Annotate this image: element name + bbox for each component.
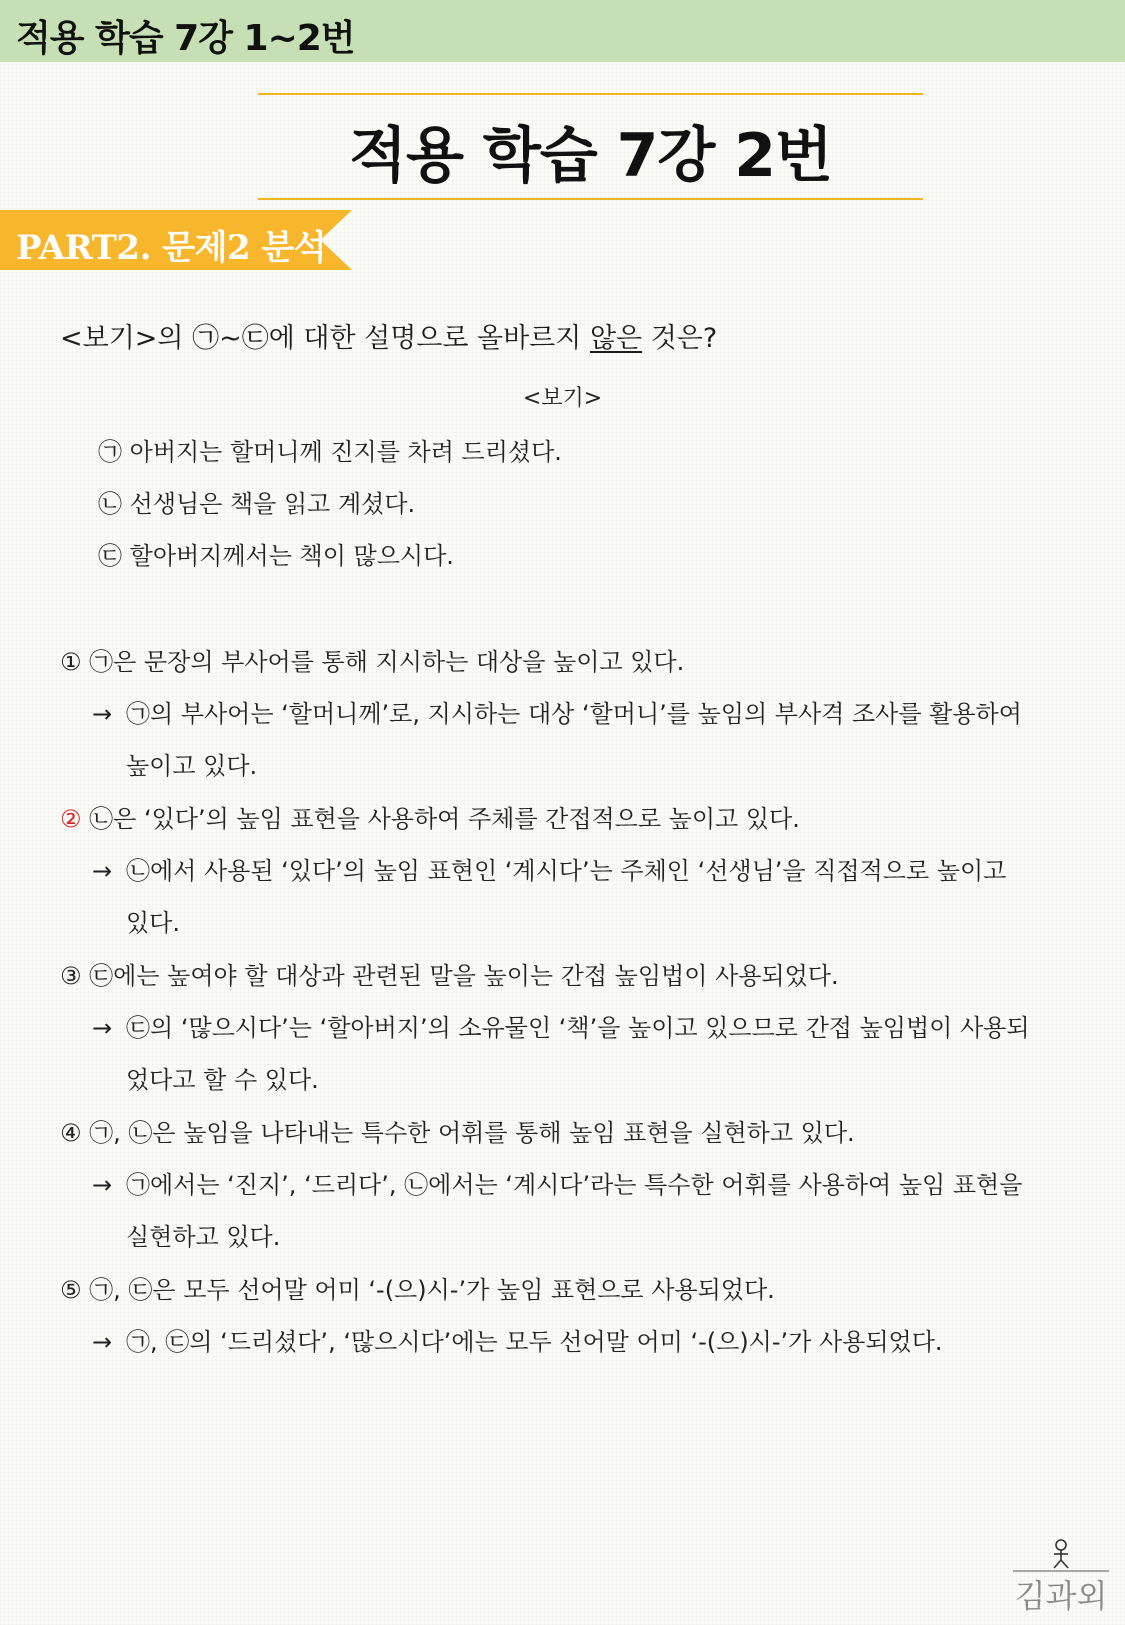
- bogi-title: <보기>: [522, 386, 603, 411]
- arrow-icon: →: [92, 1014, 113, 1042]
- part-label: PART2. 문제2 분석: [16, 228, 327, 268]
- arrow-icon: →: [92, 700, 113, 728]
- option-3-explanation: [92, 1008, 1030, 1043]
- bogi-item: ㉠ 아버지는 할머니께 진지를 차려 드리셨다.: [98, 438, 562, 466]
- arrow-icon: →: [92, 1171, 113, 1199]
- option-statement: ㉠은 문장의 부사어를 통해 지시하는 대상을 높이고 있다.: [89, 648, 685, 676]
- option-4-explanation: [92, 1165, 1022, 1200]
- option-number: ④: [60, 1119, 82, 1147]
- page-title: 적용 학습 7강 2번: [349, 121, 832, 191]
- option-number-answer: ②: [60, 805, 82, 833]
- title-rule-top: [258, 93, 923, 95]
- explanation-continuation: 높이고 있다.: [126, 752, 258, 780]
- explanation-text: ㉠에서는 ‘진지’, ‘드리다’, ㉡에서는 ‘계시다’라는 특수한 어휘를 사용하여 높임 표현을: [126, 1171, 1023, 1199]
- explanation-text: ㉢의 ‘많으시다’는 ‘할아버지’의 소유물인 ‘책’을 높이고 있으므로 간접 높임법이 사용되: [126, 1014, 1030, 1042]
- option-statement: ㉠, ㉡은 높임을 나타내는 특수한 어휘를 통해 높임 표현을 실현하고 있다.: [89, 1119, 855, 1147]
- explanation-text: ㉡에서 사용된 ‘있다’의 높임 표현인 ‘계시다’는 주체인 ‘선생님’을 직접적으로 높이고: [126, 857, 1007, 885]
- option-2: [60, 799, 800, 834]
- question-text: [60, 316, 717, 355]
- option-number: ⑤: [60, 1276, 82, 1304]
- option-3: [60, 956, 839, 991]
- arrow-icon: →: [92, 1328, 113, 1356]
- explanation-continuation: 었다고 할 수 있다.: [126, 1066, 319, 1094]
- question-suffix: 것은?: [642, 323, 718, 354]
- option-1: [60, 642, 684, 677]
- stick-figure-icon: [1011, 1535, 1111, 1615]
- title-rule-bottom: [258, 198, 923, 200]
- option-1-explanation: [92, 694, 1022, 729]
- arrow-icon: →: [92, 857, 113, 885]
- header-title: 적용 학습 7강 1~2번: [16, 18, 355, 59]
- brand-logo: [1011, 1535, 1111, 1615]
- option-statement: ㉡은 ‘있다’의 높임 표현을 사용하여 주체를 간접적으로 높이고 있다.: [89, 805, 800, 833]
- option-number: ③: [60, 962, 82, 990]
- bogi-item: ㉡ 선생님은 책을 읽고 계셨다.: [98, 490, 416, 518]
- explanation-continuation: 있다.: [126, 909, 180, 937]
- option-5-explanation: [92, 1322, 943, 1357]
- explanation-text: ㉠의 부사어는 ‘할머니께’로, 지시하는 대상 ‘할머니’를 높임의 부사격 조사를 활용하여: [126, 700, 1022, 728]
- explanation-continuation: 실현하고 있다.: [126, 1223, 281, 1251]
- header-bar: [0, 0, 1125, 62]
- bogi-item: ㉢ 할아버지께서는 책이 많으시다.: [98, 542, 454, 570]
- option-number: ①: [60, 648, 82, 676]
- option-statement: ㉢에는 높여야 할 대상과 관련된 말을 높이는 간접 높임법이 사용되었다.: [89, 962, 839, 990]
- question-emphasis: 않은: [589, 323, 643, 354]
- option-4: [60, 1113, 855, 1148]
- question-prefix: <보기>의 ㉠~㉢에 대한 설명으로 올바르지: [60, 323, 590, 354]
- logo-text: 김과외: [1014, 1577, 1108, 1615]
- explanation-text: ㉠, ㉢의 ‘드리셨다’, ‘많으시다’에는 모두 선어말 어미 ‘-(으)시-’가 사용되었다.: [126, 1328, 943, 1356]
- option-statement: ㉠, ㉢은 모두 선어말 어미 ‘-(으)시-’가 높임 표현으로 사용되었다.: [89, 1276, 775, 1304]
- option-2-explanation: [92, 851, 1006, 886]
- option-5: [60, 1270, 775, 1305]
